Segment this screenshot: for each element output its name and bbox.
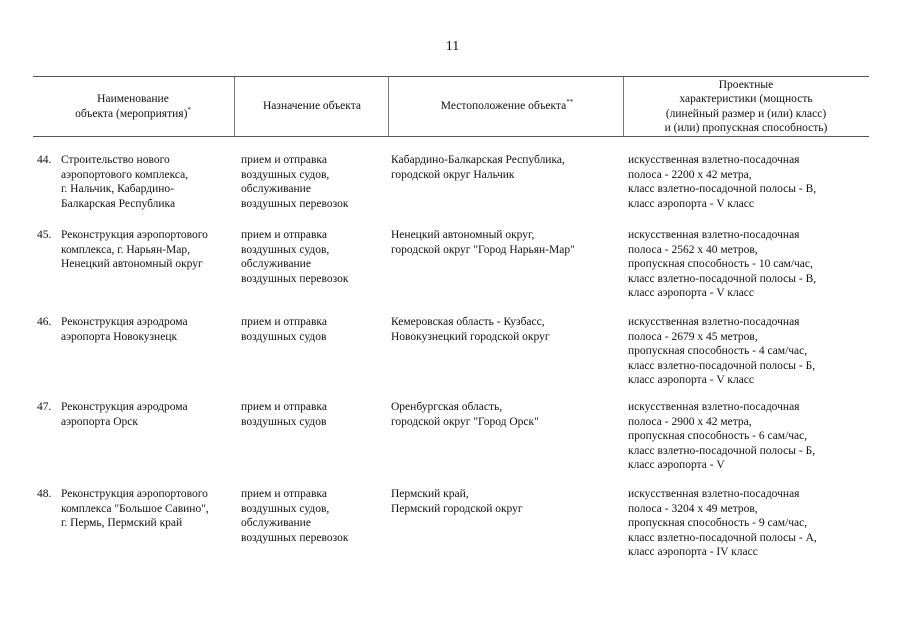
header-location — [389, 77, 625, 136]
object-name: Строительство нового аэропортового комплекса, г. Нальчик, Кабардино- Балкарская Республика — [61, 154, 189, 210]
table-header-bottom-rule — [33, 136, 869, 137]
header-divider — [234, 77, 235, 136]
object-name: Реконструкция аэропортового комплекса, г. Нарьян-Мар, Ненецкий автономный округ — [61, 229, 208, 270]
header-purpose-label: Назначение объекта — [263, 100, 361, 113]
object-location: Оренбургская область, городской округ "Город Орск" — [391, 401, 539, 428]
object-location: Ненецкий автономный округ, городской округ "Город Нарьян-Мар" — [391, 229, 575, 256]
object-location: Пермский край, Пермский городской округ — [391, 488, 523, 515]
object-specs: искусственная взлетно-посадочная полоса - 2562 х 40 метров, пропускная способность - 10 сам/час, класс взлетно-посадочной полосы - В, класс аэропорта - V класс — [628, 229, 817, 299]
object-specs: искусственная взлетно-посадочная полоса - 2679 х 45 метров, пропускная способность - 4 сам/час, класс взлетно-посадочной полосы - Б, класс аэропорта - V класс — [628, 316, 816, 386]
header-object-name — [33, 77, 233, 136]
object-specs: искусственная взлетно-посадочная полоса - 2900 х 42 метра, пропускная способность - 6 сам/час, класс взлетно-посадочной полосы - Б, класс аэропорта - V — [628, 401, 816, 471]
object-specs: искусственная взлетно-посадочная полоса - 2200 х 42 метра, класс взлетно-посадочной полосы - В, класс аэропорта - V класс — [628, 154, 817, 210]
row-number: 45. — [37, 229, 52, 241]
object-name: Реконструкция аэропортового комплекса "Большое Савино", г. Пермь, Пермский край — [61, 488, 209, 529]
header-specs-label: Проектные характеристики (мощность (линейный размер и (или) класс) и (или) пропускная способность) — [664, 78, 828, 134]
object-location: Кемеровская область - Кузбасс, Новокузнецкий городской округ — [391, 316, 550, 343]
page-number: 11 — [445, 39, 460, 54]
object-name: Реконструкция аэродрома аэропорта Новокузнецк — [61, 316, 188, 343]
object-location: Кабардино-Балкарская Республика, городской округ Нальчик — [391, 154, 565, 181]
object-specs: искусственная взлетно-посадочная полоса - 3204 х 49 метров, пропускная способность - 9 сам/час, класс взлетно-посадочной полосы - А, класс аэропорта - IV класс — [628, 488, 817, 558]
object-name: Реконструкция аэродрома аэропорта Орск — [61, 401, 188, 428]
row-number: 46. — [37, 316, 52, 328]
header-specs — [623, 77, 869, 136]
footnote-mark-2: ** — [566, 98, 574, 107]
object-purpose: прием и отправка воздушных судов, обслуживание воздушных перевозок — [241, 154, 349, 210]
object-purpose: прием и отправка воздушных судов, обслуживание воздушных перевозок — [241, 488, 349, 544]
header-purpose — [237, 77, 387, 136]
row-number: 44. — [37, 154, 52, 166]
table-header — [33, 77, 869, 136]
footnote-mark-1: * — [187, 105, 191, 114]
object-purpose: прием и отправка воздушных судов — [241, 316, 327, 343]
header-object-name-label: Наименование объекта (мероприятия) — [75, 93, 188, 120]
object-purpose: прием и отправка воздушных судов — [241, 401, 327, 428]
header-location-label: Местоположение объекта — [440, 100, 567, 113]
object-purpose: прием и отправка воздушных судов, обслуживание воздушных перевозок — [241, 229, 349, 285]
row-number: 47. — [37, 401, 52, 413]
row-number: 48. — [37, 488, 52, 500]
